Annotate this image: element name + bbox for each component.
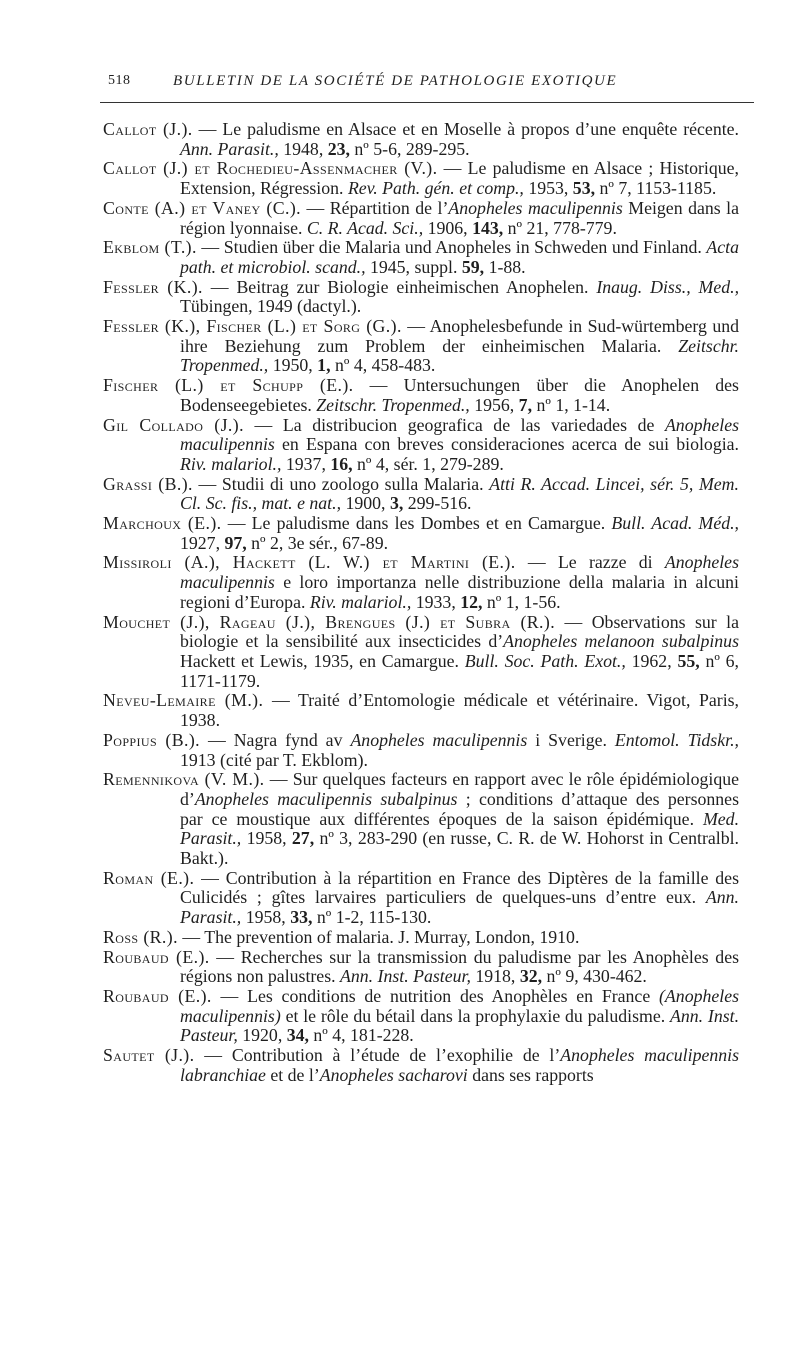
reference-year: 1906, bbox=[427, 217, 468, 238]
reference-text: — Studii di uno zoologo sulla Malaria. bbox=[198, 473, 484, 494]
reference-journal: Inaug. Diss., Med., bbox=[596, 276, 740, 297]
reference-year: 1913 (cité par T. Ekblom). bbox=[180, 749, 368, 770]
reference-species: Anopheles maculipennis labranchiae bbox=[180, 1045, 739, 1085]
reference-text: — Contribution à la répartition en France des Diptères de la famille des Culicidés ; gîtes larvaires particuliers de quelques-uns d’entre eux. bbox=[180, 867, 739, 908]
reference-pages: 1-88. bbox=[488, 256, 526, 277]
reference-entry bbox=[103, 278, 739, 317]
reference-journal: Entomol. Tidskr., bbox=[614, 729, 739, 750]
reference-text: — Recherches sur la transmission du paludisme par les Anophèles des régions non palustres. bbox=[180, 946, 740, 987]
reference-entry bbox=[103, 416, 739, 475]
reference-authors: Gil Collado (J.). bbox=[103, 414, 244, 435]
reference-authors: Ekblom (T.). bbox=[103, 237, 197, 258]
reference-authors: Fischer (L.) et Schupp (E.). bbox=[103, 375, 354, 396]
reference-authors: Poppius (B.). bbox=[103, 729, 200, 750]
reference-journal: Ann. Parasit., bbox=[180, 887, 739, 928]
reference-year: 1956, bbox=[474, 394, 515, 415]
reference-text: — Contribution à l’étude de l’exophilie de l’ bbox=[204, 1045, 561, 1066]
reference-text: — Les conditions de nutrition des Anophèles en France bbox=[220, 985, 651, 1006]
reference-year: 1962, bbox=[631, 650, 672, 671]
reference-volume: 143, bbox=[472, 217, 504, 238]
reference-species: Anopheles maculipennis bbox=[350, 729, 528, 750]
reference-text: — Observations sur la biologie et la sensibilité aux insecticides d’ bbox=[180, 611, 739, 652]
reference-year: 1945, suppl. bbox=[369, 256, 458, 277]
reference-volume: 33, bbox=[290, 907, 313, 928]
reference-text: — Beitrag zur Biologie einheimischen Anophelen. bbox=[210, 276, 589, 297]
page-number: 518 bbox=[108, 73, 131, 88]
reference-journal: Acta path. et microbiol. scand., bbox=[180, 237, 739, 277]
reference-authors: Grassi (B.). bbox=[103, 473, 193, 494]
reference-entry bbox=[103, 770, 739, 869]
reference-text: — Sur quelques facteurs en rapport avec le rôle épidémiologique d’ bbox=[180, 769, 739, 809]
reference-year: 1927, bbox=[180, 532, 221, 553]
reference-journal: Riv. malariol., bbox=[309, 591, 412, 612]
reference-authors: Sautet (J.). bbox=[103, 1045, 195, 1066]
reference-volume: 1, bbox=[317, 355, 331, 376]
reference-text: — Untersuchungen über die Anophelen des Bodenseegebietes. bbox=[180, 375, 739, 415]
header-rule bbox=[100, 102, 754, 103]
reference-entry bbox=[103, 120, 739, 159]
reference-authors: Callot (J.) et Rochedieu-Assenmacher (V.). bbox=[103, 158, 438, 179]
reference-pages: nº 3, 283-290 (en russe, C. R. de W. Hohorst in Centralbl. Bakt.). bbox=[180, 828, 739, 869]
reference-text: — Le paludisme en Alsace et en Moselle à propos d’une enquête récente. bbox=[198, 119, 739, 139]
reference-year: 1958, bbox=[246, 828, 287, 849]
reference-year: 1948, bbox=[283, 138, 324, 159]
reference-text: — Le paludisme en Alsace ; Historique, Extension, Régression. bbox=[180, 158, 739, 199]
reference-species: Anopheles maculipennis bbox=[448, 197, 623, 218]
reference-year: 1937, bbox=[285, 453, 326, 474]
reference-volume: 12, bbox=[460, 591, 483, 612]
reference-text: — Anophelesbefunde in Sud-würtemberg und ihre Beziehung zum Problem der einheimischen Malaria. bbox=[180, 316, 739, 356]
reference-journal: Zeitschr. Tropenmed., bbox=[316, 394, 470, 415]
reference-text: — The prevention of malaria. J. Murray, London, 1910. bbox=[182, 926, 580, 947]
reference-volume: 32, bbox=[519, 966, 543, 987]
reference-text-continued: i Sverige. bbox=[535, 729, 607, 750]
reference-pages: nº 6, 1171-1179. bbox=[180, 650, 739, 691]
reference-pages: nº 1-2, 115-130. bbox=[316, 907, 432, 928]
reference-journal: Bull. Acad. Méd., bbox=[611, 513, 739, 534]
page-header bbox=[100, 73, 750, 103]
reference-authors: Fessler (K.), Fischer (L.) et Sorg (G.). bbox=[103, 316, 402, 337]
reference-authors: Callot (J.). bbox=[103, 119, 193, 139]
reference-text: — Le paludisme dans les Dombes et en Camargue. bbox=[227, 513, 606, 534]
reference-entry bbox=[103, 731, 739, 770]
reference-entry bbox=[103, 514, 739, 553]
reference-journal: Ann. Parasit., bbox=[180, 138, 279, 159]
reference-journal: Ann. Inst. Pasteur, bbox=[180, 1005, 740, 1046]
reference-text: — La distribucion geografica de las variedades de bbox=[254, 414, 655, 435]
reference-authors: Neveu-Lemaire (M.). bbox=[103, 690, 264, 711]
reference-authors: Ross (R.). bbox=[103, 926, 178, 947]
reference-text-continued: et de l’ bbox=[270, 1064, 320, 1085]
reference-entry bbox=[103, 1046, 739, 1085]
reference-text-continued: Hackett et Lewis, 1935, en Camargue. bbox=[180, 650, 459, 671]
reference-species: Anopheles maculipennis bbox=[180, 414, 740, 455]
reference-volume: 7, bbox=[518, 394, 533, 415]
reference-volume: 16, bbox=[330, 453, 353, 474]
reference-volume: 23, bbox=[327, 138, 350, 159]
reference-year: 1918, bbox=[475, 966, 516, 987]
reference-species: Anopheles melanoon subalpinus bbox=[503, 631, 739, 652]
reference-species-second: Anopheles sacharovi bbox=[319, 1064, 468, 1085]
reference-year: 1950, bbox=[272, 355, 313, 376]
reference-authors: Roman (E.). bbox=[103, 867, 195, 888]
reference-list bbox=[103, 120, 739, 1085]
reference-authors: Roubaud (E.). bbox=[103, 985, 212, 1006]
reference-journal: Riv. malariol., bbox=[180, 453, 282, 474]
reference-authors: Conte (A.) et Vaney (C.). bbox=[103, 197, 302, 218]
reference-text-end: dans ses rapports bbox=[472, 1064, 594, 1085]
reference-authors: Fessler (K.). bbox=[103, 276, 203, 297]
reference-species: (Anopheles maculipennis) bbox=[180, 985, 740, 1026]
reference-text-continued: ; conditions d’attaque des personnes par ce moustique aux différentes époques de la saison épidémique. bbox=[180, 788, 739, 829]
reference-pages: nº 7, 1153-1185. bbox=[599, 178, 717, 199]
reference-journal: Atti R. Accad. Lincei, sér. 5, Mem. Cl. Sc. fis., mat. e nat., bbox=[180, 473, 739, 514]
reference-text-continued: e loro importanza nelle distribuzione della malaria in alcuni regioni d’Europa. bbox=[180, 572, 739, 612]
reference-entry bbox=[103, 159, 739, 198]
reference-authors: Remennikova (V. M.). bbox=[103, 769, 265, 790]
reference-authors: Marchoux (E.). bbox=[103, 513, 222, 534]
reference-entry bbox=[103, 948, 739, 987]
reference-year: 1958, bbox=[245, 907, 286, 928]
reference-year: 1933, bbox=[415, 591, 456, 612]
reference-journal: Rev. Path. gén. et comp., bbox=[347, 178, 524, 199]
reference-year: 1900, bbox=[345, 493, 386, 514]
reference-entry bbox=[103, 475, 739, 514]
reference-authors: Roubaud (E.). bbox=[103, 946, 210, 967]
reference-entry bbox=[103, 553, 739, 612]
reference-year: 1953, bbox=[528, 178, 569, 199]
reference-pages: nº 4, 181-228. bbox=[313, 1025, 414, 1046]
reference-text: — Le razze di bbox=[527, 552, 653, 573]
reference-entry bbox=[103, 376, 739, 415]
reference-pages: nº 1, 1-56. bbox=[486, 591, 561, 612]
reference-year: 1920, bbox=[242, 1025, 283, 1046]
reference-text-continued: en Espana con breves consideraciones acerca de sui biologia. bbox=[282, 434, 739, 455]
reference-pages: nº 9, 430-462. bbox=[546, 966, 647, 987]
reference-text-continued: et le rôle du bétail dans la prophylaxie du paludisme. bbox=[285, 1005, 666, 1026]
reference-pages: nº 21, 778-779. bbox=[507, 217, 617, 238]
reference-pages: nº 1, 1-14. bbox=[536, 394, 611, 415]
reference-pages: nº 4, 458-483. bbox=[334, 355, 436, 376]
reference-volume: 3, bbox=[389, 493, 404, 514]
reference-entry bbox=[103, 238, 739, 277]
reference-volume: 59, bbox=[461, 256, 485, 277]
reference-entry bbox=[103, 928, 739, 948]
reference-text: — Studien über die Malaria und Anopheles in Schweden und Finland. bbox=[201, 237, 702, 258]
reference-journal: C. R. Acad. Sci., bbox=[306, 217, 424, 238]
reference-year: Tübingen, 1949 (dactyl.). bbox=[180, 296, 362, 317]
reference-species: Anopheles maculipennis bbox=[180, 552, 739, 593]
reference-pages: 299-516. bbox=[407, 493, 472, 514]
reference-authors: Mouchet (J.), Rageau (J.), Brengues (J.) et Subra (R.). bbox=[103, 611, 556, 632]
reference-entry bbox=[103, 691, 739, 730]
reference-text: — Traité d’Entomologie médicale et vétérinaire. Vigot, Paris, 1938. bbox=[180, 690, 739, 731]
reference-volume: 27, bbox=[291, 828, 315, 849]
reference-journal: Zeitschr. Tropenmed., bbox=[180, 335, 739, 376]
reference-journal: Med. Parasit., bbox=[180, 808, 740, 849]
reference-pages: nº 5-6, 289-295. bbox=[354, 138, 470, 159]
reference-journal: Ann. Inst. Pasteur, bbox=[340, 966, 471, 987]
reference-journal: Bull. Soc. Path. Exot., bbox=[464, 650, 626, 671]
reference-text: — Nagra fynd av bbox=[207, 729, 343, 750]
reference-volume: 34, bbox=[286, 1025, 309, 1046]
reference-entry bbox=[103, 987, 739, 1046]
reference-text: — Répartition de l’ bbox=[306, 197, 449, 218]
reference-pages: nº 4, sér. 1, 279-289. bbox=[357, 453, 504, 474]
reference-volume: 55, bbox=[677, 650, 700, 671]
reference-pages: nº 2, 3e sér., 67-89. bbox=[251, 532, 389, 553]
reference-entry bbox=[103, 317, 739, 376]
running-title: BULLETIN DE LA SOCIÉTÉ DE PATHOLOGIE EXOTIQUE bbox=[173, 73, 618, 89]
reference-volume: 53, bbox=[572, 178, 596, 199]
reference-entry bbox=[103, 613, 739, 692]
reference-volume: 97, bbox=[224, 532, 247, 553]
reference-entry bbox=[103, 199, 739, 238]
reference-entry bbox=[103, 869, 739, 928]
reference-authors: Missiroli (A.), Hackett (L. W.) et Martini (E.). bbox=[103, 552, 516, 573]
reference-text-continued: Meigen dans la région lyonnaise. bbox=[180, 197, 739, 238]
reference-species: Anopheles maculipennis subalpinus bbox=[194, 788, 458, 809]
